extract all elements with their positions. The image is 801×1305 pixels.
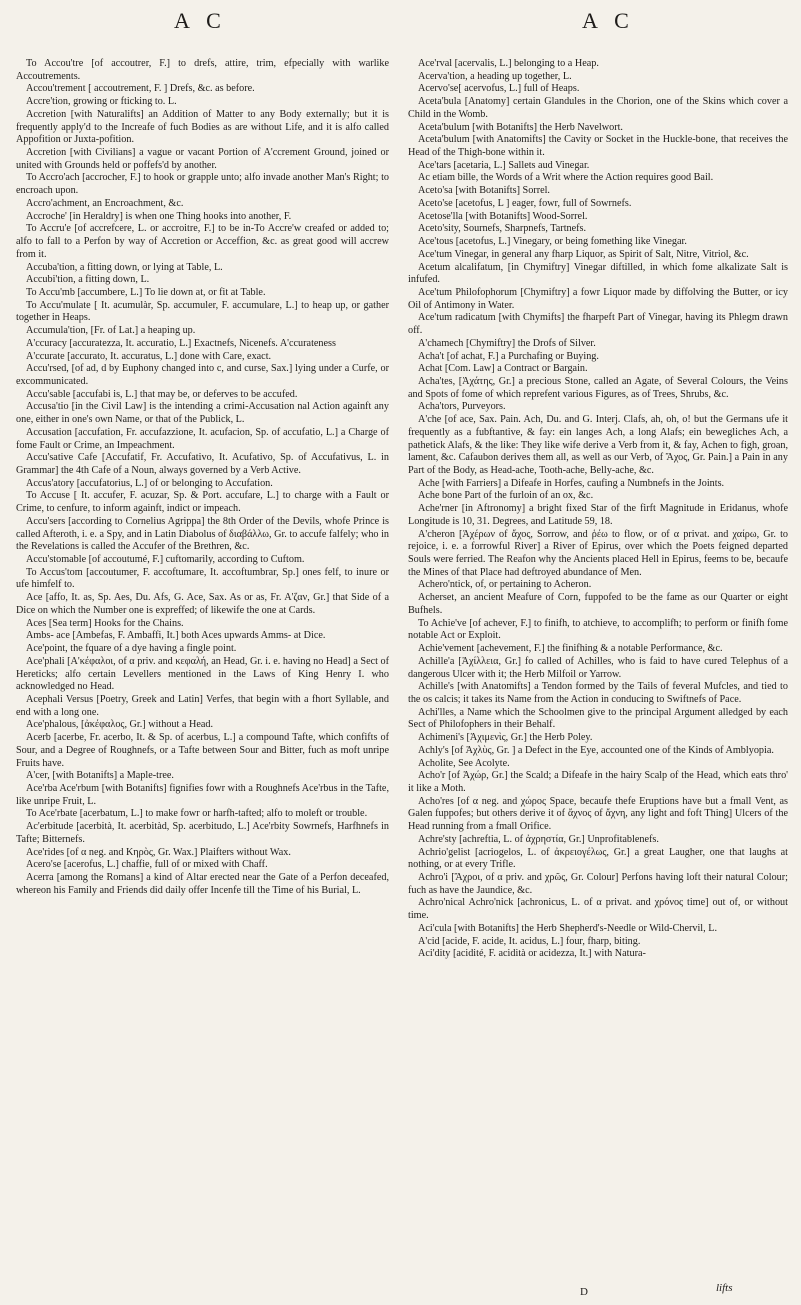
dictionary-entry: Acha'tors, Purveyors.	[418, 401, 506, 413]
dictionary-entry: Achero'ntick, of, or pertaining to Acheron.	[418, 579, 592, 591]
dictionary-entry: Accus'atory [accufatorius, L.] of or belonging to Accufation.	[26, 477, 273, 489]
dictionary-entry: A'ccuracy [accuratezza, It. accuratio, L.] Exactnefs, Nicenefs. A'ccurateness	[26, 337, 336, 349]
dictionary-entry: Achimeni's [Ἀχιμενὶς, Gr.] the Herb Poley.	[418, 732, 593, 744]
dictionary-entry: Acerva'tion, a heading up together, L.	[418, 70, 572, 82]
dictionary-entry: To Accuse [ It. accufer, F. acuzar, Sp. & Port. accufare, L.] to charge with a Fault or Crime, to cenfure, to inform againft, indict or impeach.	[16, 490, 389, 515]
dictionary-entry: Aceto'sa [with Botanifts] Sorrel.	[418, 185, 550, 197]
dictionary-entry: Aceta'bulum [with Botanifts] the Herb Navelwort.	[418, 121, 623, 133]
right-column	[408, 58, 788, 961]
dictionary-entry: Acho'r [of Ἀχώρ, Gr.] the Scald; a Difeafe in the hairy Scalp of the Head, which eats thro' it like a Moth.	[408, 770, 788, 794]
header-right: A C	[582, 8, 635, 33]
dictionary-entry: Ace'point, the fquare of a dye having a fingle point.	[26, 643, 237, 655]
dictionary-entry: Accu'sers [according to Cornelius Agrippa] the 8th Order of the Devils, whofe Prince is called Afteroth, i. e. a Spy, and in Latin Diabolus of διαβάλλω, Gr. to accufe falfely; who in the Revelations is called the Accufer of the Brethren, &c.	[16, 515, 389, 553]
dictionary-entry: Ac'erbitude [acerbità, It. acerbitàd, Sp. acerbitudo, L.] Ace'rbity Sowrnefs, Harfhnefs in Tafte; Bitternefs.	[16, 821, 389, 845]
dictionary-entry: Accroche' [in Heraldry] is when one Thing hooks into another, F.	[26, 210, 292, 222]
dictionary-entry: Acherset, an ancient Meafure of Corn, fuppofed to be the fame as our Quarter or eight Bufhels.	[408, 592, 788, 616]
dictionary-entry: To Accu'mulate [ It. acumulàr, Sp. accumuler, F. accumulare, L.] to heap up, or gather together in Heaps.	[16, 299, 389, 324]
dictionary-entry: Achro'nical Achro'nick [achronicus, L. of α privat. and χρόνος time] out of, or without time.	[408, 897, 788, 922]
dictionary-entry: Achly's [of Ἀχλὺς, Gr. ] a Defect in the Eye, accounted one of the Kinds of Amblyopia.	[418, 744, 774, 756]
dictionary-entry: Aceto'sity, Sournefs, Sharpnefs, Tartnefs.	[418, 223, 587, 235]
dictionary-entry: Ace'tous [acetofus, L.] Vinegary, or being fomething like Vinegar.	[418, 236, 687, 248]
dictionary-entry: Ace'rba Ace'rbum [with Botanifts] fignifies fowr with a Roughnefs Ace'rbus in the Tafte, like unripe Fruit, L.	[16, 782, 389, 807]
dictionary-entry: Accretion [with Naturalifts] an Addition of Matter to any Body externally; but it is frequently apply'd to the Increafe of fuch Bodies as are without Life, and it is alfo called Appofition or Juxta-pofition.	[16, 108, 389, 146]
dictionary-entry: Acervo'se[ acervofus, L.] full of Heaps.	[418, 83, 580, 95]
dictionary-entry: Ace'tum Vinegar, in general any fharp Liquor, as Spirit of Salt, Nitre, Vitriol, &c.	[418, 248, 749, 260]
dictionary-entry: Accusa'tio [in the Civil Law] is the intending a crimi-Accusation nal Action againft any one, either in one's own Name, or that of the Publick, L.	[16, 401, 389, 426]
dictionary-entry: Acha'tes, [Ἀχάτης, Gr.] a precious Stone, called an Agate, of Several Colours, the Veins and Spots of fome of which reprefent various Figures, as of Trees, Shrubs, &c.	[408, 375, 788, 400]
dictionary-entry: Acerb [acerbe, Fr. acerbo, It. & Sp. of acerbus, L.] a compound Tafte, which confifts of Sour, and a Degree of Roughnefs, or a Tafte between Sour and Bitter, fuch as moft unripe Fruits have.	[16, 732, 389, 769]
dictionary-entry: Accu'sative Cafe [Accufatif, Fr. Accufativo, It. Acufativo, Sp. of Accufativus, L. in Grammar] the 4th Cafe of a Noun, always governed by a Verb Active.	[16, 452, 389, 476]
dictionary-entry: Achille's [with Anatomifts] a Tendon formed by the Tails of feveral Mufcles, and tied to the os calcis; it takes its Name from the Action in conducing to Swiftnefs of Pace.	[408, 681, 788, 705]
dictionary-entry: Acephali Versus [Poetry, Greek and Latin] Verfes, that begin with a fhort Syllable, and end with a long one.	[16, 693, 389, 718]
dictionary-entry: Aceto'se [acetofus, L ] eager, fowr, full of Sowrnefs.	[418, 197, 632, 209]
dictionary-entry: A'cer, [with Botanifts] a Maple-tree.	[26, 770, 174, 782]
dictionary-entry: Achie'vement [achevement, F.] the finifhing & a notable Performance, &c.	[418, 643, 723, 655]
dictionary-entry: Ace'phalous, [ἀκέφαλος, Gr.] without a Head.	[26, 719, 214, 731]
dictionary-entry: Ace'tars [acetaria, L.] Sallets aud Vinegar.	[418, 159, 590, 171]
dictionary-entry: A'ccurate [accurato, It. accuratus, L.] done with Care, exact.	[26, 350, 272, 362]
dictionary-entry: Ache bone Part of the furloin of an ox, &c.	[418, 490, 594, 502]
dictionary-entry: Accumula'tion, [Fr. of Lat.] a heaping up.	[26, 325, 196, 337]
dictionary-entry: A'cid [acide, F. acide, It. acidus, L.] four, fharp, biting.	[418, 935, 641, 947]
dictionary-entry: Ache'rner [in Aftronomy] a bright fixed Star of the firft Magnitude in Eridanus, whofe Longitude is 10, 31. Degrees, and Latitude 59, 18.	[408, 503, 788, 527]
dictionary-entry: Ache [with Farriers] a Difeafe in Horfes, caufing a Numbnefs in the Joints.	[418, 477, 725, 489]
left-column	[16, 58, 389, 897]
signature-mark: D	[580, 1286, 588, 1298]
dictionary-entry: Ace'tum Philofophorum [Chymiftry] a fowr Liquor made by diffolving the Butter, or icy Oil of Antimony in Water.	[408, 286, 788, 311]
running-header	[0, 8, 801, 36]
dictionary-entry: A'chamech [Chymiftry] the Drofs of Silver.	[418, 337, 596, 349]
dictionary-entry: Aci'dity [acidité, F. acidità or acidezza, It.] with Natura-	[418, 948, 646, 960]
dictionary-entry: To Accus'tom [accoutumer, F. accoftumare, It. accoftumbrar, Sp.] ones felf, to inure or ufe himfelf to.	[16, 566, 389, 591]
dictionary-entry: Ace'rides [of α neg. and Κηρὸς, Gr. Wax.] Plaifters without Wax.	[26, 846, 291, 858]
dictionary-entry: Accre'tion, growing or fticking to. L.	[26, 96, 177, 108]
dictionary-entry: Ac etiam bille, the Words of a Writ where the Action requires good Bail.	[418, 172, 714, 184]
dictionary-entry: Accuba'tion, a fitting down, or lying at Table, L.	[26, 261, 223, 273]
dictionary-entry: Achro'i [Ἄχροι, of α priv. and χρῶς, Gr. Colour] Perfons having loft their natural Colour; fuch as have the Jaundice, &c.	[408, 872, 788, 896]
dictionary-entry: Acetose'lla [with Botanifts] Wood-Sorrel.	[418, 210, 588, 222]
dictionary-entry: Accou'trement [ accoutrement, F. ] Drefs, &c. as before.	[26, 83, 255, 95]
dictionary-entry: Achrio'gelist [acriogelos, L. of ἀκρειογέλως, Gr.] a great Laugher, one that laughs at nothing, or at every Trifle.	[408, 846, 788, 871]
dictionary-entry: Accu'sable [accufabi is, L.] that may be, or deferves to be accufed.	[26, 388, 298, 400]
dictionary-entry: To Achie've [of achever, F.] to finifh, to atchieve, to accomplifh; to perform or finifh fome notable Act or Exploit.	[408, 617, 788, 642]
dictionary-entry: A'che [of ace, Sax. Pain. Ach, Du. and G. Interj. Clafs, ah, oh, o! but the Germans ufe it frequently as a fubftantive, & fay: ein langes Ach, a long Alafs; ein bewegliches Ach, a pathetick Alafs, & the like: They like wife derive a Verb from it, & fay, Achen to figh, groan, lament, &c. Cafaubon derives them all, as well as our Verb, of Ἄχος, Gr. Pain.] a Pain in any Part of the Body, as Head-ache, Tooth-ache, Belly-ache, &c.	[408, 414, 788, 476]
dictionary-entry: Acerra [among the Romans] a kind of Altar erected near the Gate of a Perfon deceafed, whereon his Family and Friends did daily offer Incenfe till the Time of his Burial, L.	[16, 872, 389, 896]
dictionary-entry: Accretion [with Civilians] a vague or vacant Portion of A'ccrement Ground, joined or united with Grounds held or poffefs'd by another.	[16, 147, 389, 171]
header-left: A C	[174, 8, 227, 33]
dictionary-entry: Ace'phali [A'κέφαλοι, of α priv. and κεφαλή, an Head, Gr. i. e. having no Head] a Sect of Hereticks; alfo certain Levellers mentioned in the Laws of King Henry I. who acknowledged no Head.	[16, 655, 389, 693]
dictionary-entry: Accro'achment, an Encroachment, &c.	[26, 197, 184, 209]
catchword: lifts	[716, 1282, 733, 1294]
dictionary-entry: Accu'stomable [of accoutumé, F.] cuftomarily, according to Cuftom.	[26, 554, 305, 566]
dictionary-entry: Acero'se [acerofus, L.] chaffie, full of or mixed with Chaff.	[26, 859, 268, 871]
dictionary-entry: Acholite, See Acolyte.	[418, 757, 510, 769]
dictionary-entry: Ace [affo, It. as, Sp. Aes, Du. Afs, G. Ace, Sax. As or as, Fr. A'ζαν, Gr.] that Side of a Dice on which the Number one is expreffed; of likewife the one at Cards.	[16, 592, 389, 616]
dictionary-entry: Accusation [accufation, Fr. accufazzione, It. acufacion, Sp. of accufatio, L.] a Charge of fome Fault or Crime, an Impeachment.	[16, 426, 389, 451]
dictionary-entry: To Accru'e [of accrefcere, L. or accroitre, F.] to be in-To Accre'w creafed or added to; alfo to fall to a Perfon by way of Accretion or Acceffion, &c. as great good will accrew from it.	[16, 223, 389, 260]
dictionary-entry: A'cheron [Ἀχέρων of ἄχος, Sorrow, and ῥέω to flow, or of α privat. and χαίρω, Gr. to rejoice, i. e. a forrowful River] a River of Epirus, over which the Poets feigned departed Souls were ferried. The Reafon why the Ancients placed Hell in Epirus, feems to be, becaufe the Mines of that Place had deftroyed abundance of Men.	[408, 528, 788, 578]
dictionary-entry: Aceta'bulum [with Anatomifts] the Cavity or Socket in the Huckle-bone, that receives the Head of the Thigh-bone within it.	[408, 134, 788, 159]
dictionary-entry: Aces [Sea term] Hooks for the Chains.	[26, 617, 184, 629]
dictionary-entry: Acha't [of achat, F.] a Purchafing or Buying.	[418, 350, 599, 362]
dictionary-entry: Achi'lles, a Name which the Schoolmen give to the principal Argument alledged by each Sect of Philofophers in their Behalf.	[408, 706, 788, 731]
dictionary-entry: Acho'res [of α neg. and χώρος Space, becaufe thefe Eruptions have but a fmall Vent, as Galen fuppofes; but others derive it of ἄχνος of ἄχνη, any light and foft Thing] Ulcers of the Head running from a fmall Orifice.	[408, 795, 788, 833]
dictionary-entry: To Accro'ach [accrocher, F.] to hook or grapple unto; alfo invade another Man's Right; to encroach upon.	[16, 172, 389, 197]
dictionary-entry: Accu'rsed, [of ad, d by Euphony changed into c, and curse, Sax.] lying under a Curfe, or excommunicated.	[16, 363, 389, 387]
dictionary-entry: To Accou'tre [of accoutrer, F.] to drefs, attire, trim, efpecially with warlike Accoutrements.	[16, 58, 389, 82]
dictionary-entry: Aci'cula [with Botanifts] the Herb Shepherd's-Needle or Wild-Chervil, L.	[418, 922, 717, 934]
dictionary-entry: Ace'tum radicatum [with Chymifts] the fharpeft Part of Vinegar, having its Phlegm drawn off.	[408, 312, 788, 337]
dictionary-entry: Acetum alcalifatum, [in Chymiftry] Vinegar diftilled, in which fome alkalizate Salt is infufed.	[408, 261, 788, 286]
dictionary-entry: Accubi'tion, a fitting down, L.	[26, 274, 150, 286]
dictionary-entry: Achat [Com. Law] a Contract or Bargain.	[418, 363, 588, 375]
dictionary-entry: To Accu'mb [accumbere, L.] To lie down at, or fit at Table.	[26, 286, 266, 298]
dictionary-entry: To Ace'rbate [acerbatum, L.] to make fowr or harfh-tafted; alfo to moleft or trouble.	[26, 808, 368, 820]
dictionary-entry: Ace'rval [acervalis, L.] belonging to a Heap.	[418, 58, 599, 69]
dictionary-entry: Aceta'bula [Anatomy] certain Glandules in the Chorion, one of the Skins which cover a Child in the Womb.	[408, 96, 788, 120]
dictionary-entry: Achre'sty [achreftia, L. of ἀχρηστία, Gr.] Unprofitablenefs.	[418, 833, 659, 845]
dictionary-entry: Ambs- ace [Ambefas, F. Ambaffi, It.] both Aces upwards Amms- at Dice.	[26, 630, 326, 642]
dictionary-entry: Achille'a [Ἀχίλλεια, Gr.] fo called of Achilles, who is faid to have cured Telephus of a dangerous Ulcer with it; the Herb Milfoil or Yarrow.	[408, 655, 788, 680]
